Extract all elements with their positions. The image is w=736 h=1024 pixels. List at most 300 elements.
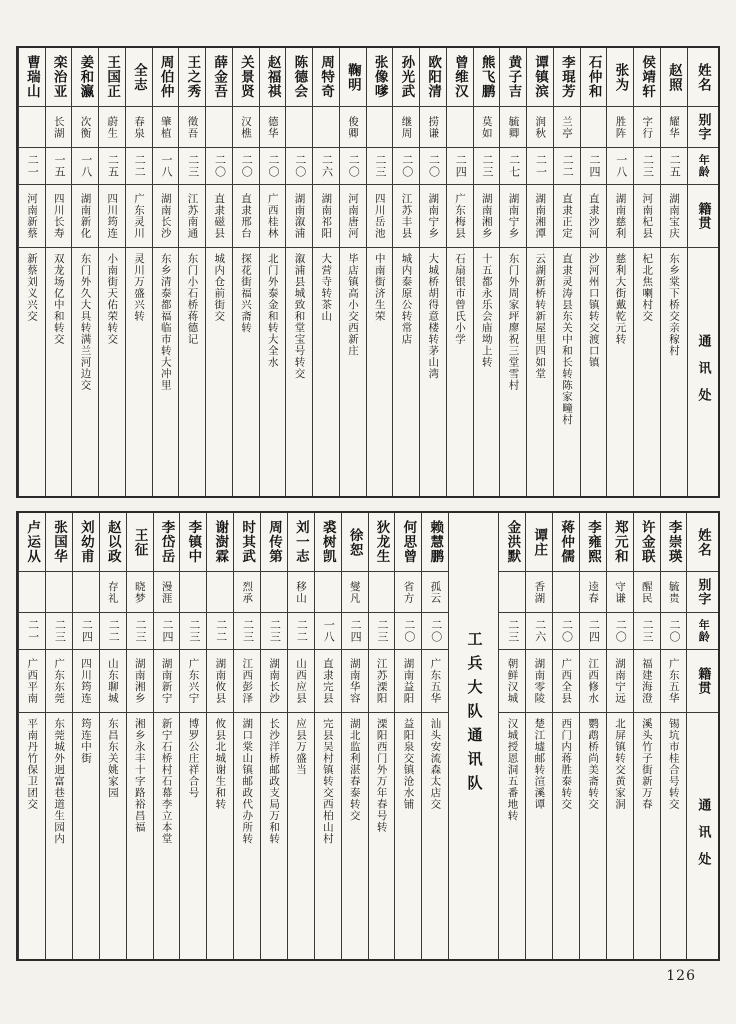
byname-cell	[661, 572, 687, 613]
person-age: 二四	[587, 154, 601, 178]
address-cell	[233, 248, 259, 496]
person-column	[125, 48, 152, 496]
person-native: 湖南长沙	[268, 658, 281, 704]
address-cell	[342, 713, 368, 959]
native-cell	[127, 650, 153, 713]
age-cell	[19, 148, 45, 185]
native-cell	[422, 650, 448, 713]
age-cell	[179, 148, 205, 185]
byname-cell	[260, 107, 286, 148]
header-column	[686, 513, 718, 959]
person-byname: 耀华	[667, 115, 680, 139]
native-cell	[340, 185, 366, 248]
byname-cell	[634, 572, 660, 613]
person-byname: 移山	[295, 580, 308, 604]
byname-cell	[153, 107, 179, 148]
person-name: 关景贤	[237, 55, 254, 99]
address-cell	[420, 248, 446, 496]
native-cell	[634, 185, 660, 248]
native-cell	[554, 185, 580, 248]
byname-cell	[607, 572, 633, 613]
age-cell	[393, 148, 419, 185]
person-native: 河南唐河	[346, 193, 359, 239]
person-column	[45, 48, 72, 496]
person-age: 二六	[533, 619, 547, 643]
person-native: 广东灵川	[132, 193, 145, 239]
person-name: 黄子吉	[505, 55, 522, 99]
name-cell	[527, 48, 553, 107]
native-cell	[342, 650, 368, 713]
person-native: 湖南慈利	[614, 193, 627, 239]
column-header-label: 年龄	[697, 619, 711, 643]
age-cell	[340, 148, 366, 185]
person-name: 李雍熙	[584, 520, 601, 564]
name-cell	[634, 513, 660, 572]
byname-cell	[207, 572, 233, 613]
person-address: 益阳泉交镇沧水铺	[402, 718, 415, 810]
name-cell	[286, 48, 312, 107]
person-native: 广西全县	[560, 658, 573, 704]
person-byname: 润秋	[534, 115, 547, 139]
address-cell	[260, 248, 286, 496]
person-address: 杞北焦喇村交	[641, 253, 654, 322]
name-cell	[153, 48, 179, 107]
person-native: 湖南湘乡	[480, 193, 493, 239]
column-header-label: 通讯处	[695, 798, 711, 879]
age-cell	[634, 613, 660, 650]
name-cell	[315, 513, 341, 572]
person-native: 湖南湘乡	[133, 658, 146, 704]
person-byname: 长湖	[52, 115, 65, 139]
byname-cell	[127, 572, 153, 613]
person-name: 姜和瀛	[77, 55, 94, 99]
address-cell	[313, 248, 339, 496]
unit-divider-cell	[449, 513, 498, 959]
person-address: 双龙场亿中和转交	[52, 253, 65, 345]
native-cell	[661, 185, 687, 248]
person-native: 朝鲜汉城	[506, 658, 519, 704]
person-address: 鹦鹉桥尚美斋转交	[587, 718, 600, 810]
person-native: 湖南宁乡	[427, 193, 440, 239]
roster-table-top	[16, 46, 720, 498]
age-cell	[634, 148, 660, 185]
age-cell	[367, 148, 393, 185]
name-cell	[581, 48, 607, 107]
person-column	[99, 513, 126, 959]
person-age: 二一	[534, 154, 548, 178]
person-column	[473, 48, 500, 496]
person-native: 湖南新宁	[160, 658, 173, 704]
person-column	[392, 48, 419, 496]
person-name: 赖慧鹏	[427, 520, 444, 564]
byname-cell	[19, 572, 45, 613]
person-address: 东门外周家坪廖祝三堂雪村	[507, 253, 520, 391]
native-cell	[369, 650, 395, 713]
person-age: 一八	[79, 154, 93, 178]
name-cell	[500, 48, 526, 107]
person-name: 李镇中	[185, 520, 202, 564]
person-name: 欧阳清	[425, 55, 442, 99]
person-name: 谭镇滨	[532, 55, 549, 99]
age-cell	[395, 613, 421, 650]
person-native: 山东聊城	[106, 658, 119, 704]
person-native: 广东梅县	[453, 193, 466, 239]
byname-cell	[422, 572, 448, 613]
name-cell	[369, 513, 395, 572]
age-cell	[154, 613, 180, 650]
person-native: 直隶沙河	[587, 193, 600, 239]
name-cell	[46, 513, 72, 572]
person-column	[178, 48, 205, 496]
person-column	[421, 513, 448, 959]
person-age: 二四	[160, 619, 174, 643]
byname-cell	[395, 572, 421, 613]
person-age: 一五	[52, 154, 66, 178]
name-cell	[313, 48, 339, 107]
person-column	[580, 48, 607, 496]
column-header-label: 年龄	[697, 154, 711, 178]
age-cell	[261, 613, 287, 650]
address-cell	[19, 248, 45, 496]
person-column	[72, 513, 99, 959]
person-byname: 捞谦	[427, 115, 440, 139]
person-column	[233, 513, 260, 959]
person-address: 新宁石桥村石幕李立本堂	[160, 718, 173, 845]
byname-cell	[342, 572, 368, 613]
name-cell	[72, 48, 98, 107]
address-cell	[234, 713, 260, 959]
age-cell	[474, 148, 500, 185]
person-address: 湘乡永丰十字路裕昌福	[133, 718, 146, 833]
person-column	[98, 48, 125, 496]
person-column	[206, 513, 233, 959]
person-column	[579, 513, 606, 959]
person-address: 慈利大街戴乾元转	[614, 253, 627, 345]
address-cell	[634, 248, 660, 496]
age-cell	[447, 148, 473, 185]
name-cell	[19, 48, 45, 107]
native-cell	[367, 185, 393, 248]
person-native: 湖南攸县	[214, 658, 227, 704]
age-cell	[286, 148, 312, 185]
person-name: 时其武	[239, 520, 256, 564]
person-native: 湖南益阳	[402, 658, 415, 704]
name-cell	[180, 513, 206, 572]
native-cell	[99, 185, 125, 248]
person-age: 二五	[668, 154, 682, 178]
person-native: 直隶完县	[321, 658, 334, 704]
address-cell	[46, 713, 72, 959]
person-age: 二〇	[560, 619, 574, 643]
person-byname: 春泉	[132, 115, 145, 139]
person-age: 二三	[480, 154, 494, 178]
person-native: 湖南湘潭	[534, 193, 547, 239]
person-native: 湖南溆浦	[293, 193, 306, 239]
person-name: 张国华	[51, 520, 68, 564]
person-age: 二四	[349, 619, 363, 643]
age-cell	[260, 148, 286, 185]
age-cell	[206, 148, 232, 185]
byname-cell	[19, 107, 45, 148]
person-native: 湖南宁乡	[507, 193, 520, 239]
name-cell	[288, 513, 314, 572]
name-cell	[393, 48, 419, 107]
person-age: 二〇	[614, 619, 628, 643]
byname-cell	[580, 572, 606, 613]
byname-cell	[261, 572, 287, 613]
name-cell	[553, 513, 579, 572]
person-column	[153, 513, 180, 959]
age-cell	[661, 613, 687, 650]
person-address: 湖北监利湛春泰转交	[348, 718, 361, 822]
person-byname: 次衡	[79, 115, 92, 139]
name-cell	[233, 48, 259, 107]
person-column	[152, 48, 179, 496]
byname-cell	[46, 107, 72, 148]
byname-cell	[474, 107, 500, 148]
name-cell	[395, 513, 421, 572]
page-number: 126	[666, 968, 696, 984]
person-name: 张为	[612, 62, 629, 92]
person-address: 城内泰原公转常店	[400, 253, 413, 345]
age-cell	[526, 613, 552, 650]
age-cell	[581, 148, 607, 185]
person-age: 二五	[106, 154, 120, 178]
person-column	[660, 48, 687, 496]
person-name: 李琨芳	[558, 55, 575, 99]
person-name: 石仲和	[585, 55, 602, 99]
age-cell	[99, 148, 125, 185]
byname-cell	[126, 107, 152, 148]
address-cell	[499, 713, 525, 959]
person-age: 二二	[214, 619, 228, 643]
person-column	[259, 48, 286, 496]
person-native: 四川筠连	[106, 193, 119, 239]
person-address: 大营寺转茶山	[320, 253, 333, 322]
person-column	[446, 48, 473, 496]
person-address: 新蔡刘义兴交	[25, 253, 38, 322]
person-address: 东门外久大具转满兰河边交	[79, 253, 92, 391]
person-name: 曾维汉	[451, 55, 468, 99]
person-native: 江苏溧阳	[375, 658, 388, 704]
byname-cell	[527, 107, 553, 148]
person-name: 徐恕	[346, 527, 363, 557]
native-cell	[72, 185, 98, 248]
person-name: 周伯仲	[157, 55, 174, 99]
address-cell	[369, 713, 395, 959]
person-address: 小南街天佑荣转交	[106, 253, 119, 345]
native-cell	[447, 185, 473, 248]
native-cell	[526, 650, 552, 713]
person-byname: 蔚生	[106, 115, 119, 139]
age-cell	[180, 613, 206, 650]
column-header-label: 姓名	[694, 62, 711, 92]
address-cell	[661, 248, 687, 496]
person-byname: 肇植	[159, 115, 172, 139]
person-age: 二〇	[427, 154, 441, 178]
address-cell	[73, 713, 99, 959]
address-cell	[527, 248, 553, 496]
person-name: 曹瑞山	[23, 55, 40, 99]
address-cell	[72, 248, 98, 496]
address-cell	[19, 713, 45, 959]
person-column	[45, 513, 72, 959]
person-age: 二三	[506, 619, 520, 643]
address-cell	[127, 713, 153, 959]
person-address: 湖口棠山镇邮政代办所转	[241, 718, 254, 845]
person-address: 灵川万盛兴转	[132, 253, 145, 322]
header-column	[687, 48, 718, 496]
person-address: 毕店镇高小交西新庄	[346, 253, 359, 357]
person-native: 湖南华容	[348, 658, 361, 704]
native-cell	[207, 650, 233, 713]
name-cell	[46, 48, 72, 107]
native-cell	[581, 185, 607, 248]
person-age: 二六	[320, 154, 334, 178]
person-column	[232, 48, 259, 496]
person-name: 熊飞鹏	[478, 55, 495, 99]
native-cell	[100, 650, 126, 713]
person-byname: 烈承	[241, 580, 254, 604]
name-cell	[447, 48, 473, 107]
person-column	[633, 513, 660, 959]
person-age: 二四	[587, 619, 601, 643]
native-cell	[607, 185, 633, 248]
byname-cell	[234, 572, 260, 613]
person-byname: 字行	[641, 115, 654, 139]
byname-cell	[315, 572, 341, 613]
roster-table-bottom	[16, 511, 720, 961]
byname-cell	[688, 107, 718, 148]
person-age: 二一	[26, 619, 40, 643]
column-header-label: 籍贯	[695, 202, 711, 230]
name-cell	[179, 48, 205, 107]
person-age: 二三	[268, 619, 282, 643]
byname-cell	[100, 572, 126, 613]
native-cell	[260, 185, 286, 248]
byname-cell	[447, 107, 473, 148]
person-name: 裘树凯	[319, 520, 336, 564]
person-native: 河南杞县	[641, 193, 654, 239]
person-age: 二四	[454, 154, 468, 178]
person-byname: 孤云	[429, 580, 442, 604]
byname-cell	[313, 107, 339, 148]
address-cell	[581, 248, 607, 496]
person-column	[366, 48, 393, 496]
column-header-label: 别字	[695, 113, 711, 141]
name-cell	[260, 48, 286, 107]
name-cell	[474, 48, 500, 107]
person-age: 二三	[641, 154, 655, 178]
byname-cell	[499, 572, 525, 613]
person-age: 二三	[373, 154, 387, 178]
person-address: 完县吴村镇转交西柏山村	[321, 718, 334, 845]
person-name: 郑元和	[611, 520, 628, 564]
byname-cell	[687, 572, 718, 613]
byname-cell	[553, 572, 579, 613]
native-cell	[286, 185, 312, 248]
name-cell	[661, 48, 687, 107]
age-cell	[153, 148, 179, 185]
address-cell	[607, 248, 633, 496]
person-age: 二三	[241, 619, 255, 643]
address-cell	[607, 713, 633, 959]
person-address: 中南街济生荣	[373, 253, 386, 322]
person-address: 探花街福兴斋转	[239, 253, 252, 334]
person-column	[18, 513, 45, 959]
age-cell	[127, 613, 153, 650]
address-cell	[99, 248, 125, 496]
byname-cell	[526, 572, 552, 613]
age-cell	[73, 613, 99, 650]
person-name: 谭庄	[531, 527, 548, 557]
person-age: 二〇	[266, 154, 280, 178]
address-cell	[46, 248, 72, 496]
byname-cell	[180, 572, 206, 613]
address-cell	[526, 713, 552, 959]
person-native: 湖南长沙	[159, 193, 172, 239]
name-cell	[554, 48, 580, 107]
address-cell	[261, 713, 287, 959]
age-cell	[661, 148, 687, 185]
person-native: 直隶正定	[560, 193, 573, 239]
person-byname: 醒民	[640, 580, 653, 604]
age-cell	[100, 613, 126, 650]
name-cell	[234, 513, 260, 572]
person-byname: 兰亭	[560, 115, 573, 139]
name-cell	[154, 513, 180, 572]
native-cell	[19, 650, 45, 713]
name-cell	[127, 513, 153, 572]
name-cell	[526, 513, 552, 572]
person-age: 二〇	[213, 154, 227, 178]
person-age: 二二	[561, 154, 575, 178]
person-native: 广西平南	[26, 658, 39, 704]
person-name: 张像嗲	[371, 55, 388, 99]
native-cell	[206, 185, 232, 248]
byname-cell	[661, 107, 687, 148]
address-cell	[288, 713, 314, 959]
person-name: 金洪默	[504, 520, 521, 564]
name-cell	[661, 513, 687, 572]
person-address: 应县万盛当	[295, 718, 308, 776]
person-address: 锡坑市桂合号转交	[667, 718, 680, 810]
address-cell	[393, 248, 419, 496]
native-cell	[19, 185, 45, 248]
age-cell	[580, 613, 606, 650]
person-address: 东昌东关姚家园	[106, 718, 119, 799]
native-cell	[393, 185, 419, 248]
column-header-label: 籍贯	[695, 667, 711, 695]
person-column	[633, 48, 660, 496]
person-column	[339, 48, 366, 496]
address-cell	[422, 713, 448, 959]
name-cell	[340, 48, 366, 107]
person-age: 二三	[641, 619, 655, 643]
person-column	[606, 513, 633, 959]
person-address: 东莞城外迥富巷道生园内	[53, 718, 66, 845]
person-name: 王国正	[104, 55, 121, 99]
address-cell	[367, 248, 393, 496]
person-native: 山西应县	[295, 658, 308, 704]
native-cell	[634, 650, 660, 713]
person-byname: 胜阵	[614, 115, 627, 139]
age-cell	[315, 613, 341, 650]
person-native: 江苏南通	[186, 193, 199, 239]
name-cell	[100, 513, 126, 572]
person-age: 二七	[507, 154, 521, 178]
byname-cell	[393, 107, 419, 148]
